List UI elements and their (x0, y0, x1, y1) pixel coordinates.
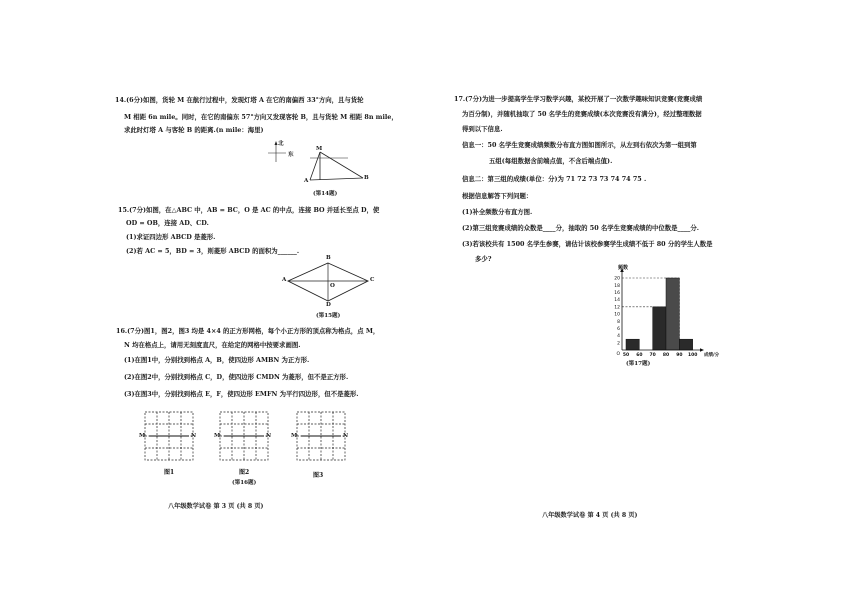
q15-caption: (第15题) (316, 313, 341, 319)
histogram-y-tick-20: 20 (614, 276, 620, 282)
grid-2-point-m: M (214, 433, 221, 439)
q17-line-8: (1)补全频数分布直方图. (462, 208, 533, 216)
q14-east-label: 东 (288, 152, 294, 158)
q16-line-4: (2)在图2中，分别找到格点 C，D，使四边形 CMDN 为菱形，但不是正方形. (124, 373, 349, 381)
left-footer: 八年级数学试卷 第 3 页 (共 8 页) (168, 503, 264, 510)
histogram-y-tick-10: 10 (614, 312, 620, 318)
histogram-x-label: 成绩/分 (704, 353, 720, 358)
histogram-y-tick-12: 12 (614, 305, 620, 311)
q16-line-2: N 均在格点上，请用无刻度直尺，在给定的网格中按要求画图. (124, 341, 301, 349)
histogram-origin-label: O (616, 352, 620, 357)
grid-1-label: 图1 (164, 469, 175, 476)
right-footer: 八年级数学试卷 第 4 页 (共 8 页) (542, 512, 638, 519)
grid-2-label: 图2 (239, 469, 250, 476)
histogram-y-tick-8: 8 (617, 319, 620, 325)
grid-3-point-m: M (291, 433, 298, 439)
q17-line-1: 17.(7分)为进一步提高学生学习数学兴趣，某校开展了一次数学趣味知识竞赛(竞赛成绩 (454, 95, 703, 103)
histogram-bar-80-90 (666, 278, 679, 350)
q14-line-3: 求此时灯塔 A 与客轮 B 的距离.(n mile：海里) (124, 126, 264, 134)
q17-line-2: 为百分制)，并随机抽取了 50 名学生的竞赛成绩(本次竞赛没有满分)，经过整理数据 (462, 110, 702, 118)
q17-line-11: 多少? (475, 255, 492, 263)
q15-point-c: C (370, 277, 375, 283)
q16-line-1: 16.(7分)图1，图2，图3 均是 4×4 的正方形网格，每个小正方形的顶点称为格点，点 M， (116, 327, 380, 335)
histogram-x-arrow (700, 348, 704, 352)
q17-line-9: (2)第三组竞赛成绩的众数是____分，抽取的 50 名学生竞赛成绩的中位数是____分. (462, 224, 699, 232)
histogram-x-tick-50: 50 (622, 353, 630, 358)
histogram-bar-50-60 (626, 339, 639, 350)
q16-line-3: (1)在图1中，分别找到格点 A，B，使四边形 AMBN 为正方形. (124, 356, 310, 364)
grid-2-point-n: N (266, 433, 272, 439)
q14-line-1: 14.(6分)如图，货轮 M 在航行过程中，发现灯塔 A 在它的南偏西 33°方向，且与货轮 (115, 96, 364, 104)
grid-3-point-n: N (343, 433, 349, 439)
q14-point-a: A (304, 178, 309, 184)
histogram-bar-90-100 (679, 339, 692, 350)
q17-caption: (第17题) (626, 361, 651, 367)
q15-line-4: (2)若 AC = 5，BD = 3，则菱形 ABCD 的面积为______. (126, 247, 300, 255)
histogram-x-tick-70: 70 (649, 353, 656, 358)
q15-line-3: (1)求证四边形 ABCD 是菱形. (126, 233, 216, 241)
histogram-y-tick-4: 4 (617, 334, 620, 340)
q17-line-6: 信息二：第三组的成绩(单位：分)为 71 72 73 73 74 74 75 . (462, 175, 647, 183)
q15-line-1: 15.(7分)如图，在△ABC 中，AB = BC，O 是 AC 的中点，连接 BO 并延长至点 D，使 (118, 206, 380, 214)
histogram-y-tick-16: 16 (614, 291, 620, 296)
q14-caption: (第14题) (313, 191, 338, 197)
q15-point-a: A (282, 277, 287, 283)
histogram-bar-70-80 (653, 307, 666, 350)
q14-north-label: 北 (278, 141, 284, 147)
grid-3-label: 图3 (313, 472, 324, 479)
histogram-x-tick-80: 80 (662, 353, 670, 358)
q17-line-4: 信息一：50 名学生竞赛成绩频数分布直方图如图所示，从左到右依次为第一组到第 (462, 141, 697, 149)
q14-line-2: M 相距 6n mile。同时，在它的南偏东 57°方向又发现客轮 B，且与货轮 M 相距 8n mile， (124, 113, 398, 121)
histogram-y-tick-2: 2 (617, 341, 620, 347)
q14-point-m: M (316, 146, 323, 152)
histogram-chart (600, 265, 720, 370)
histogram-x-tick-90: 90 (676, 353, 683, 358)
histogram-y-tick-6: 6 (617, 327, 620, 332)
grid-1-point-n: N (191, 433, 197, 439)
grid-1-point-m: M (139, 433, 146, 439)
q17-line-7: 根据信息解答下列问题： (462, 192, 533, 200)
q16-caption: (第16题) (232, 480, 257, 486)
histogram-y-label: 频数 (618, 265, 629, 271)
q16-line-5: (3)在图3中，分别找到格点 E，F，使四边形 EMFN 为平行四边形，但不是菱形. (124, 390, 359, 398)
q15-line-2: OD = OB，连接 AD、CD. (126, 219, 209, 227)
q15-point-b: B (326, 255, 331, 261)
q15-point-d: D (326, 302, 331, 308)
histogram-x-tick-60: 60 (636, 353, 643, 358)
q17-line-5: 五组(每组数据含前端点值，不含后端点值). (489, 157, 613, 165)
q17-line-10: (3)若该校共有 1500 名学生参赛，请估计该校参赛学生成绩不低于 80 分的学生人数是 (462, 240, 713, 248)
right-page (430, 0, 860, 608)
histogram-x-tick-100: 100 (687, 353, 698, 358)
histogram-y-tick-18: 18 (614, 283, 620, 289)
q17-line-3: 得到以下信息. (462, 125, 503, 133)
q14-point-b: B (364, 175, 369, 181)
q15-point-o: O (330, 283, 335, 289)
histogram-y-tick-14: 14 (614, 298, 620, 304)
